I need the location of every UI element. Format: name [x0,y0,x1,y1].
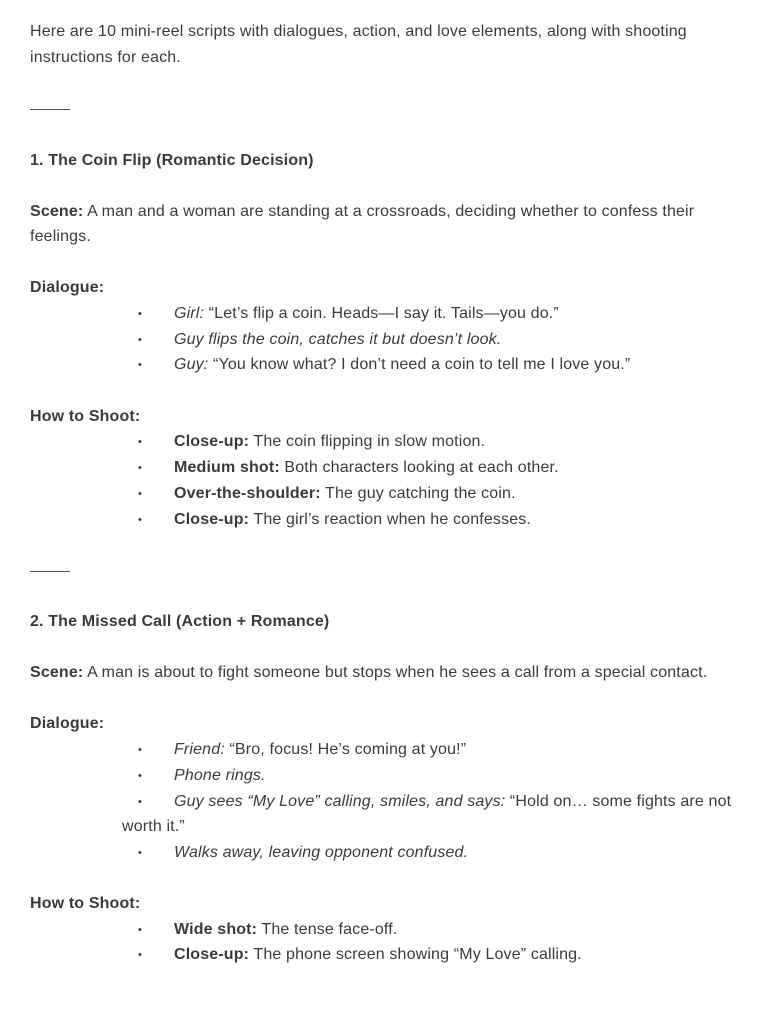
section-divider [30,109,70,110]
section-1-shoot-label: How to Shoot: [30,408,141,425]
speaker: Friend: [174,741,225,758]
section-2-scene [30,661,707,685]
dialogue-text: “Bro, focus! He’s coming at you!” [224,741,467,758]
section-1-scene [30,200,694,224]
shot-type: Close-up: [174,433,250,450]
shot-type: Close-up: [174,511,250,528]
action-text: Guy flips the coin, catches it but doesn’t look. [174,331,502,348]
shot-desc: The girl’s reaction when he confesses. [249,511,531,528]
bullet-icon: • [138,924,143,936]
bullet-icon: • [138,462,143,474]
bullet-icon: • [138,796,143,808]
section-2-shoot-label: How to Shoot: [30,895,141,912]
shot-desc: The guy catching the coin. [320,485,516,502]
section-1-scene-cont: feelings. [30,228,91,245]
scene-text: A man and a woman are standing at a crossroads, deciding whether to confess their [83,203,695,220]
section-2-title: 2. The Missed Call (Action + Romance) [30,613,330,630]
section-1-title: 1. The Coin Flip (Romantic Decision) [30,152,314,169]
scene-label: Scene: [30,664,84,681]
shot-desc: The tense face-off. [257,921,398,938]
bullet-icon: • [138,436,143,448]
bullet-icon: • [138,949,143,961]
bullet-icon: • [138,308,143,320]
action-text: Walks away, leaving opponent confused. [174,844,469,861]
dialogue-text: “Let’s flip a coin. Heads—I say it. Tails—you do.” [204,305,559,322]
bullet-icon: • [138,770,143,782]
section-1-dialogue-label: Dialogue: [30,279,105,296]
speaker: Girl: [174,305,205,322]
dialogue-text: “Hold on… some fights are not [505,793,732,810]
shot-type: Wide shot: [174,921,258,938]
bullet-icon: • [138,847,143,859]
section-divider [30,571,70,572]
bullet-icon: • [138,359,143,371]
scene-label: Scene: [30,203,84,220]
shot-desc: Both characters looking at each other. [279,459,559,476]
speaker: Guy: [174,356,209,373]
shot-type: Medium shot: [174,459,280,476]
bullet-icon: • [138,514,143,526]
bullet-icon: • [138,488,143,500]
dialogue-text: “You know what? I don’t need a coin to tell me I love you.” [208,356,631,373]
action-text: Phone rings. [174,767,266,784]
dialogue-text-cont: worth it.” [122,818,185,835]
intro-line-2: instructions for each. [30,49,181,66]
shot-type: Over-the-shoulder: [174,485,321,502]
action-text: Guy sees “My Love” calling, smiles, and says: [174,793,506,810]
section-2-dialogue-label: Dialogue: [30,715,105,732]
bullet-icon: • [138,744,143,756]
intro-line-1: Here are 10 mini-reel scripts with dialogues, action, and love elements, along with shooting [30,23,687,40]
shot-desc: The coin flipping in slow motion. [249,433,486,450]
shot-type: Close-up: [174,946,250,963]
bullet-icon: • [138,334,143,346]
scene-text: A man is about to fight someone but stops when he sees a call from a special contact. [83,664,708,681]
shot-desc: The phone screen showing “My Love” calling. [249,946,582,963]
